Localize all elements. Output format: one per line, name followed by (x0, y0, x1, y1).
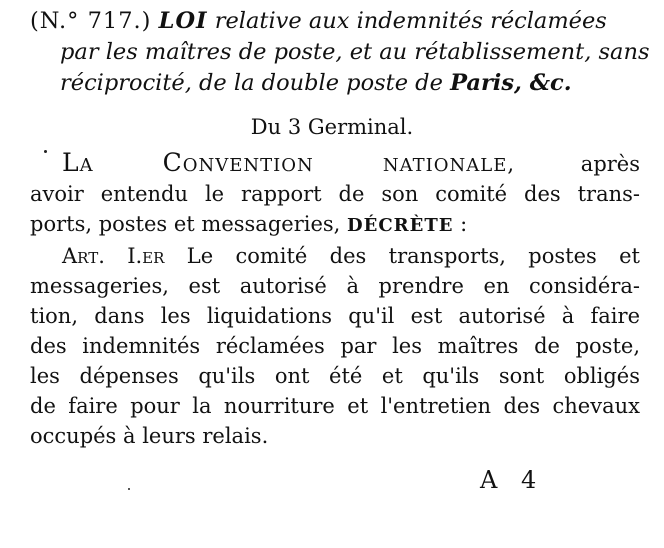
law-label: LOI (158, 8, 208, 34)
law-body (30, 148, 640, 451)
decree-date: Du 3 Germinal. (250, 115, 414, 139)
article-line-5: les dépenses qu'ils ont été et qu'ils sont obligés (30, 364, 640, 388)
heading-line-3 (30, 68, 650, 99)
law-heading (30, 6, 650, 99)
preamble-line-3 (30, 209, 640, 241)
article-line-6: de faire pour la nourriture et l'entretien des chevaux (30, 394, 640, 418)
article-line-1 (30, 241, 640, 271)
preamble-line-2: avoir entendu le rapport de son comité des trans- (30, 182, 640, 206)
law-title-part-2: par les maîtres de poste, et au rétablissement, sans (60, 39, 650, 65)
heading-line-1 (30, 8, 607, 34)
preamble-line-1 (30, 148, 640, 179)
article-line-3: tion, dans les liquidations qu'il est autorisé à faire (30, 304, 640, 328)
ink-speck (44, 150, 47, 153)
preamble-line-3a: ports, postes et messageries, (30, 212, 348, 236)
law-title-part-3c: , &c. (514, 70, 572, 96)
article-line-4: des indemnités réclamées par les maîtres de poste, (30, 334, 640, 358)
law-number: (N.° 717.) (30, 8, 152, 34)
article-label: Art. I.er (62, 244, 165, 268)
page-signature-mark: A 4 (480, 466, 545, 494)
preamble-line-3b: : (453, 212, 468, 236)
article-line-7: occupés à leurs relais. (30, 424, 269, 448)
convention-nationale: La Convention nationale (62, 148, 508, 177)
decrete-word: DÉCRÈTE (347, 215, 454, 236)
article-line-1-rest: Le comité des transports, postes et (164, 244, 640, 268)
ink-speck (128, 488, 130, 490)
law-title-part-1: relative aux indemnités réclamées (214, 8, 607, 34)
article-line-2: messageries, est autorisé à prendre en considéra- (30, 274, 640, 298)
preamble-line-1-rest: , après (507, 152, 641, 176)
law-title-paris: Paris (450, 70, 515, 96)
law-title-part-3a: réciprocité, de la double poste de (60, 70, 451, 96)
